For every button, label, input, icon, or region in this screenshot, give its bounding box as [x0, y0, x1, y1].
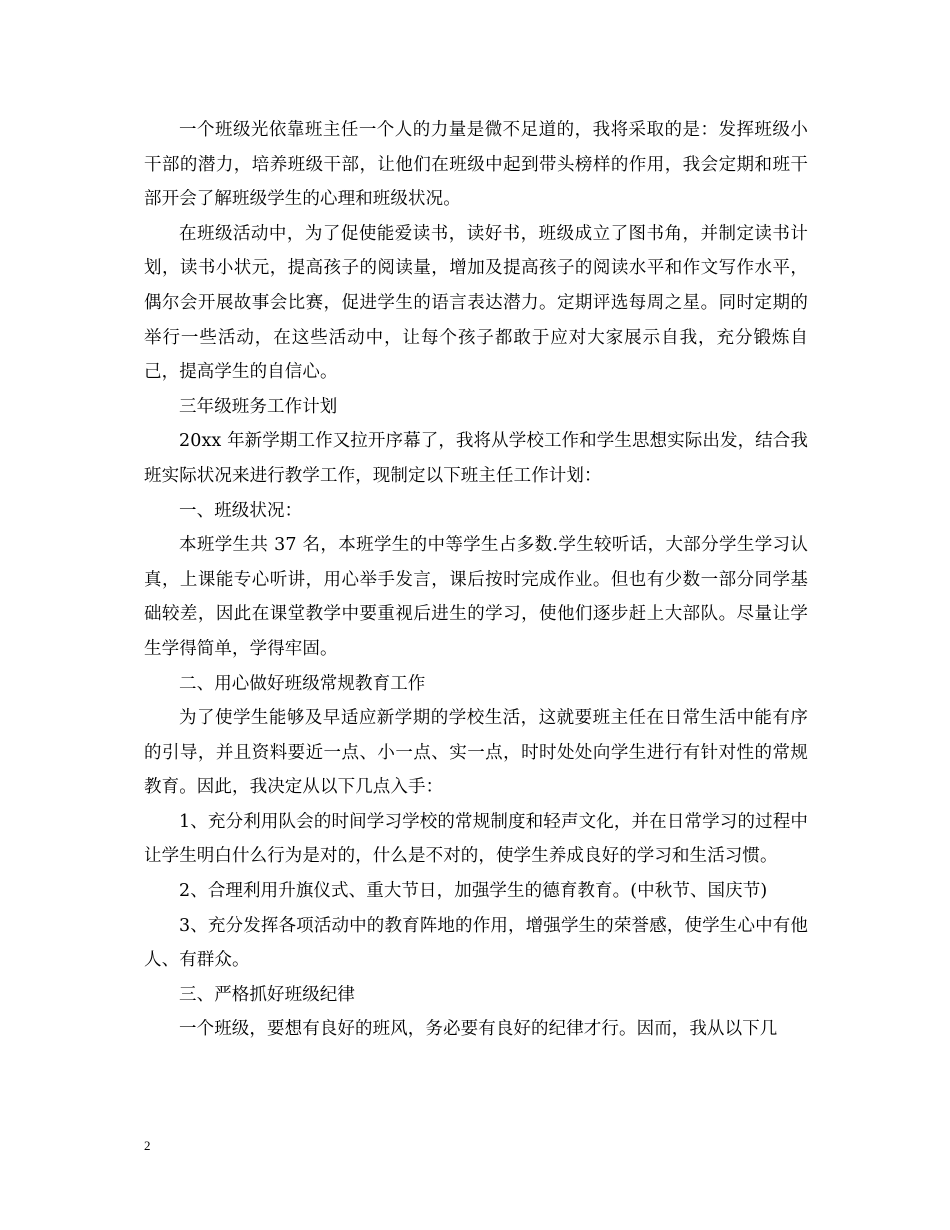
- heading-class-status: 一、班级状况：: [179, 500, 303, 521]
- paragraph-class-status: 本班学生共 37 名，本班学生的中等学生占多数.学生较听话，大部分学生学习认真，上课能专心听讲，用心举手发言，课后按时完成作业。但也有少数一部分同学基础较差，因此在课堂教学中要重视后进生的学习，使他们逐步赶上大部队。尽量让学生学得简单，学得牢固。: [144, 535, 808, 659]
- list-item-2: 2、合理利用升旗仪式、重大节日，加强学生的德育教育。(中秋节、国庆节): [179, 881, 768, 902]
- paragraph-reading-activities: 在班级活动中，为了促使能爱读书，读好书，班级成立了图书角，并制定读书计划，读书小状元，提高孩子的阅读量，增加及提高孩子的阅读水平和作文写作水平，偶尔会开展故事会比赛，促进学生的语言表达潜力。定期评选每周之星。同时定期的举行一些活动，在这些活动中，让每个孩子都敢于应对大家展示自我，充分锻炼自己，提高学生的自信心。: [144, 223, 808, 383]
- list-item-1: 1、充分利用队会的时间学习学校的常规制度和轻声文化，并在日常学习的过程中让学生明白什么行为是对的，什么是不对的，使学生养成良好的学习和生活习惯。: [144, 811, 808, 867]
- paragraph-class-cadres: 一个班级光依靠班主任一个人的力量是微不足道的，我将采取的是：发挥班级小干部的潜力，培养班级干部，让他们在班级中起到带头榜样的作用，我会定期和班干部开会了解班级学生的心理和班级状况。: [144, 120, 808, 210]
- heading-discipline: 三、严格抓好班级纪律: [179, 984, 355, 1005]
- paragraph-introduction: 20xx 年新学期工作又拉开序幕了，我将从学校工作和学生思想实际出发，结合我班实际状况来进行教学工作，现制定以下班主任工作计划：: [144, 431, 808, 486]
- page-number: 2: [144, 1138, 151, 1153]
- heading-routine-education: 二、用心做好班级常规教育工作: [179, 673, 426, 694]
- document-body: [144, 113, 808, 1047]
- list-item-3: 3、充分发挥各项活动中的教育阵地的作用，增强学生的荣誉感，使学生心中有他人、有群众。: [144, 915, 808, 971]
- paragraph-routine-education: 为了使学生能够及早适应新学期的学校生活，这就要班主任在日常生活中能有序的引导，并且资料要近一点、小一点、实一点，时时处处向学生进行有针对性的常规教育。因此，我决定从以下几点入手：: [144, 708, 808, 798]
- section-title-plan: 三年级班务工作计划: [179, 396, 338, 417]
- paragraph-discipline: 一个班级，要想有良好的班风，务必要有良好的纪律才行。因而，我从以下几: [179, 1019, 778, 1040]
